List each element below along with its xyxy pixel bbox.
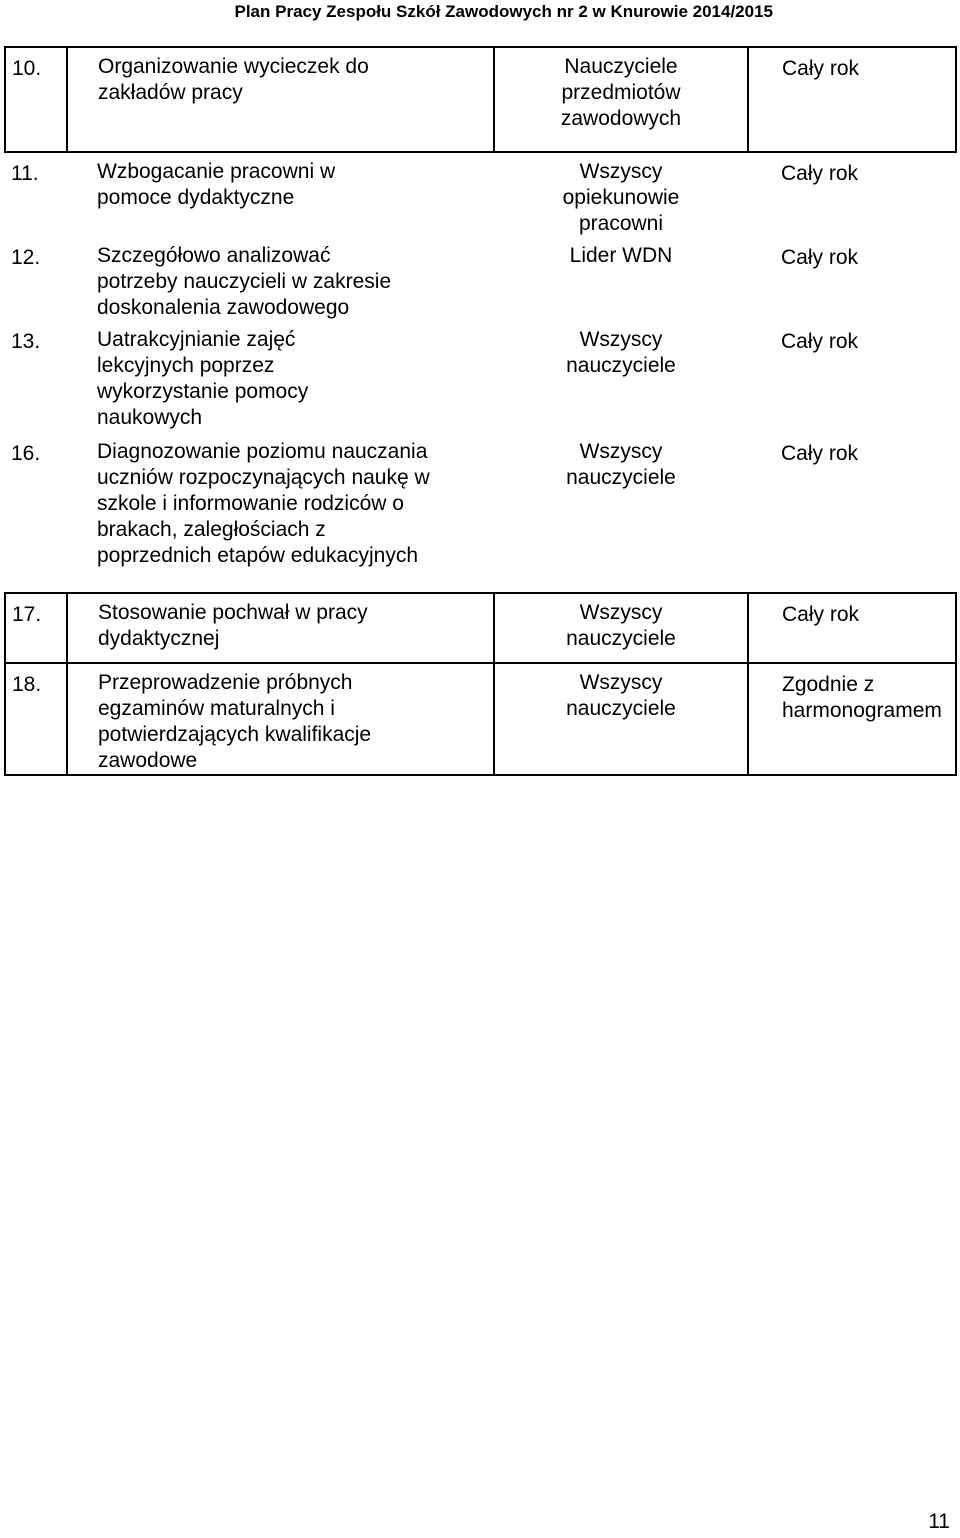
- deadline-cell: [748, 663, 956, 775]
- row-number: 16.: [11, 442, 41, 465]
- responsible-cell-line: nauczyciele: [566, 627, 676, 650]
- responsible-cell: [494, 321, 748, 433]
- responsible-cell-line: Nauczyciele: [564, 55, 678, 78]
- deadline-cell: [748, 152, 956, 237]
- table-row: [5, 663, 956, 775]
- deadline-cell: [748, 237, 956, 321]
- responsible-cell: [494, 152, 748, 237]
- table-row: [5, 433, 956, 593]
- plan-table: [4, 46, 957, 776]
- deadline-cell-line: Cały rok: [781, 162, 859, 185]
- responsible-cell: [494, 663, 748, 775]
- deadline-cell-line: Zgodnie z: [782, 673, 875, 696]
- task-cell: [67, 593, 494, 663]
- plan-table-body: [5, 47, 956, 775]
- task-cell-line: Stosowanie pochwał w pracy: [98, 601, 368, 624]
- responsible-cell: [494, 433, 748, 593]
- responsible-cell-line: Wszyscy: [579, 440, 663, 463]
- responsible-cell: [494, 237, 748, 321]
- page-header-title: Plan Pracy Zespołu Szkół Zawodowych nr 2 w Knurowie 2014/2015: [234, 2, 773, 21]
- task-cell: [67, 663, 494, 775]
- task-cell-line: Wzbogacanie pracowni w: [97, 160, 336, 183]
- task-cell-line: lekcyjnych poprzez: [97, 354, 275, 377]
- task-cell-line: Przeprowadzenie próbnych: [98, 671, 353, 694]
- table-row: [5, 237, 956, 321]
- task-cell: [67, 237, 494, 321]
- deadline-cell-line: harmonogramem: [782, 699, 942, 722]
- task-cell-line: poprzednich etapów edukacyjnych: [97, 544, 419, 567]
- responsible-cell-line: zawodowych: [560, 107, 682, 130]
- deadline-cell: [748, 321, 956, 433]
- task-cell: [67, 152, 494, 237]
- task-cell: [67, 433, 494, 593]
- row-number: 12.: [11, 246, 41, 269]
- responsible-cell: [494, 593, 748, 663]
- page-number: 11: [928, 1510, 950, 1533]
- deadline-cell: [748, 47, 956, 152]
- responsible-cell-line: Wszyscy: [579, 160, 663, 183]
- task-cell-line: uczniów rozpoczynających naukę w: [97, 466, 430, 489]
- task-cell-line: szkole i informowanie rodziców o: [97, 492, 404, 515]
- deadline-cell: [748, 593, 956, 663]
- task-cell-line: potrzeby nauczycieli w zakresie: [97, 270, 392, 293]
- row-number: 18.: [5, 663, 67, 775]
- deadline-cell-line: Cały rok: [782, 603, 860, 626]
- task-cell-line: Organizowanie wycieczek do: [98, 55, 369, 78]
- task-cell-line: zakładów pracy: [98, 81, 243, 104]
- table-row: [5, 152, 956, 237]
- task-cell-line: dydaktycznej: [98, 627, 220, 650]
- responsible-cell-line: przedmiotów: [561, 81, 681, 104]
- responsible-cell-line: nauczyciele: [566, 466, 676, 489]
- plan-table-wrapper: [4, 46, 955, 776]
- task-cell-line: Diagnozowanie poziomu nauczania: [97, 440, 428, 463]
- task-cell-line: Uatrakcyjnianie zajęć: [97, 328, 296, 351]
- task-cell-line: egzaminów maturalnych i: [98, 697, 335, 720]
- row-number: 13.: [11, 330, 41, 353]
- task-cell-line: brakach, zaległościach z: [97, 518, 326, 541]
- deadline-cell-line: Cały rok: [782, 57, 860, 80]
- row-number: 11.: [11, 162, 39, 185]
- deadline-cell-line: Cały rok: [781, 442, 859, 465]
- responsible-cell-line: nauczyciele: [566, 697, 676, 720]
- task-cell: [67, 321, 494, 433]
- deadline-cell: [748, 433, 956, 593]
- responsible-cell-line: pracowni: [578, 212, 664, 235]
- responsible-cell-line: Lider WDN: [569, 244, 673, 267]
- deadline-cell-line: Cały rok: [781, 330, 859, 353]
- task-cell: [67, 47, 494, 152]
- responsible-cell-line: opiekunowie: [562, 186, 680, 209]
- task-cell-line: doskonalenia zawodowego: [97, 296, 350, 319]
- table-row: [5, 321, 956, 433]
- task-cell-line: pomoce dydaktyczne: [97, 186, 295, 209]
- task-cell-line: zawodowe: [98, 749, 198, 772]
- table-row: [5, 593, 956, 663]
- deadline-cell-line: Cały rok: [781, 246, 859, 269]
- responsible-cell-line: nauczyciele: [566, 354, 676, 377]
- table-row: [5, 47, 956, 152]
- responsible-cell-line: Wszyscy: [579, 601, 663, 624]
- responsible-cell-line: Wszyscy: [579, 671, 663, 694]
- task-cell-line: potwierdzających kwalifikacje: [98, 723, 372, 746]
- responsible-cell-line: Wszyscy: [579, 328, 663, 351]
- row-number: 10.: [5, 47, 67, 152]
- task-cell-line: Szczegółowo analizować: [97, 244, 331, 267]
- responsible-cell: [494, 47, 748, 152]
- row-number: 17.: [5, 593, 67, 663]
- task-cell-line: naukowych: [97, 406, 203, 429]
- task-cell-line: wykorzystanie pomocy: [97, 380, 309, 403]
